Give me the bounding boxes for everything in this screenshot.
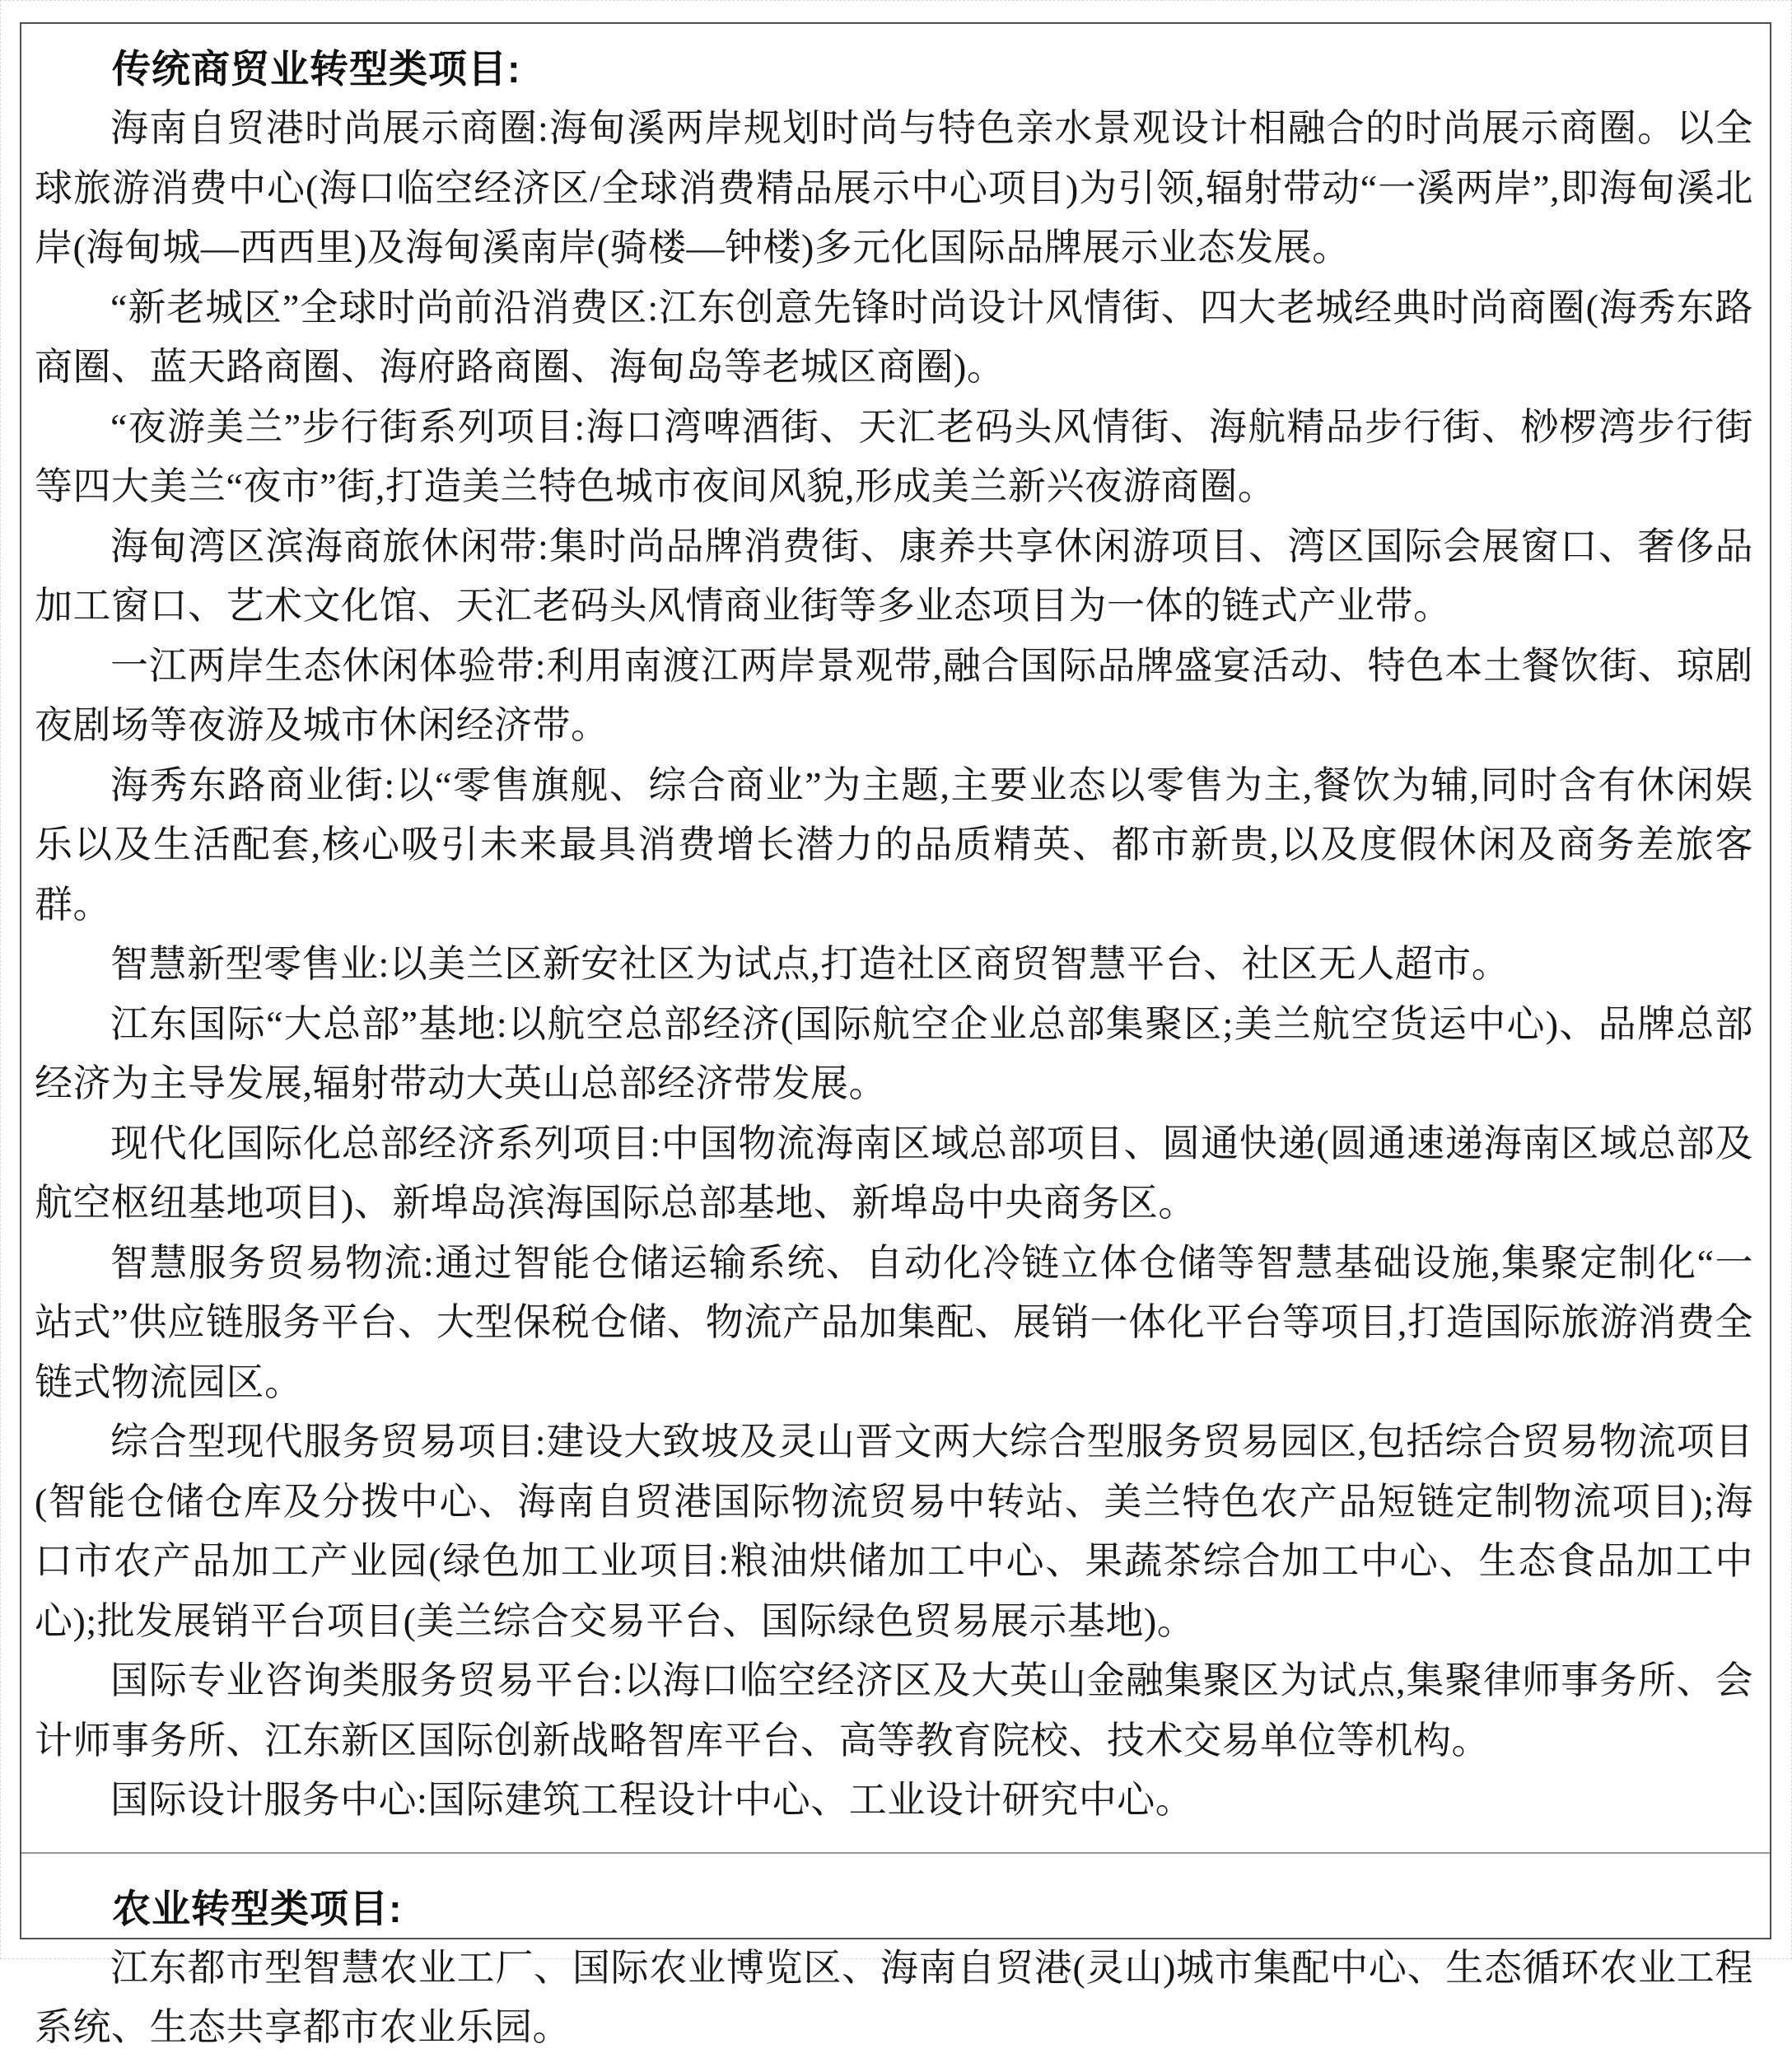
paragraph: 海秀东路商业街:以“零售旗舰、综合商业”为主题,主要业态以零售为主,餐饮为辅,同时含有休闲娱乐以及生活配套,核心吸引未来最具消费增长潜力的品质精英、都市新贵,以及度假休闲及商务差旅客群。 <box>35 763 1753 926</box>
paragraph: 综合型现代服务贸易项目:建设大致坡及灵山晋文两大综合型服务贸易园区,包括综合贸易物流项目(智能仓储仓库及分拨中心、海南自贸港国际物流贸易中转站、美兰特色农产品短链定制物流项目);海口市农产品加工产业园(绿色加工业项目:粮油烘储加工中心、果蔬茶综合加工中心、生态食品加工中心);批发展销平台项目(美兰综合交易平台、国际绿色贸易展示基地)。 <box>35 1421 1753 1642</box>
paragraph: 现代化国际化总部经济系列项目:中国物流海南区域总部项目、圆通快递(圆通速递海南区域总部及航空枢纽基地项目)、新埠岛滨海国际总部基地、新埠岛中央商务区。 <box>35 1122 1753 1224</box>
paragraph: 智慧新型零售业:以美兰区新安社区为试点,打造社区商贸智慧平台、社区无人超市。 <box>110 943 1510 985</box>
paragraph: 海南自贸港时尚展示商圈:海甸溪两岸规划时尚与特色亲水景观设计相融合的时尚展示商圈。以全球旅游消费中心(海口临空经济区/全球消费精品展示中心项目)为引领,辐射带动“一溪两岸”,即海甸溪北岸(海甸城—西西里)及海甸溪南岸(骑楼—钟楼)多元化国际品牌展示业态发展。 <box>35 107 1753 268</box>
paragraph: 智慧服务贸易物流:通过智能仓储运输系统、自动化冷链立体仓储等智慧基础设施,集聚定制化“一站式”供应链服务平台、大型保税仓储、物流产品加集配、展销一体化平台等项目,打造国际旅游消费全链式物流园区。 <box>35 1241 1753 1403</box>
paragraph: “夜游美兰”步行街系列项目:海口湾啤酒街、天汇老码头风情街、海航精品步行街、桫椤湾步行街等四大美兰“夜市”街,打造美兰特色城市夜间风貌,形成美兰新兴夜游商圈。 <box>35 405 1753 507</box>
section-heading-traditional-commerce: 传统商贸业转型类项目: <box>112 47 521 91</box>
section-agriculture <box>35 1854 1753 2058</box>
paragraph: 一江两岸生态休闲体验带:利用南渡江两岸景观带,融合国际品牌盛宴活动、特色本土餐饮街、琼剧夜剧场等夜游及城市休闲经济带。 <box>35 644 1753 746</box>
paragraph: 海甸湾区滨海商旅休闲带:集时尚品牌消费街、康养共享休闲游项目、湾区国际会展窗口、奢侈品加工窗口、艺术文化馆、天汇老码头风情商业街等多业态项目为一体的链式产业带。 <box>35 525 1753 627</box>
paragraph: 国际设计服务中心:国际建筑工程设计中心、工业设计研究中心。 <box>110 1779 1194 1821</box>
section-traditional-commerce <box>35 39 1753 1831</box>
paragraph: 江东都市型智慧农业工厂、国际农业博览区、海南自贸港(灵山)城市集配中心、生态循环农业工程系统、生态共享都市农业乐园。 <box>35 1946 1753 2048</box>
section-heading-agriculture: 农业转型类项目: <box>112 1886 403 1930</box>
paragraph: 国际专业咨询类服务贸易平台:以海口临空经济区及大英山金融集聚区为试点,集聚律师事务所、会计师事务所、江东新区国际创新战略智库平台、高等教育院校、技术交易单位等机构。 <box>35 1659 1753 1762</box>
document-frame <box>20 22 1771 2048</box>
paragraph: 江东国际“大总部”基地:以航空总部经济(国际航空企业总部集聚区;美兰航空货运中心)、品牌总部经济为主导发展,辐射带动大英山总部经济带发展。 <box>35 1002 1753 1104</box>
paragraph: “新老城区”全球时尚前沿消费区:江东创意先锋时尚设计风情街、四大老城经典时尚商圈(海秀东路商圈、蓝天路商圈、海府路商圈、海甸岛等老城区商圈)。 <box>35 286 1753 388</box>
